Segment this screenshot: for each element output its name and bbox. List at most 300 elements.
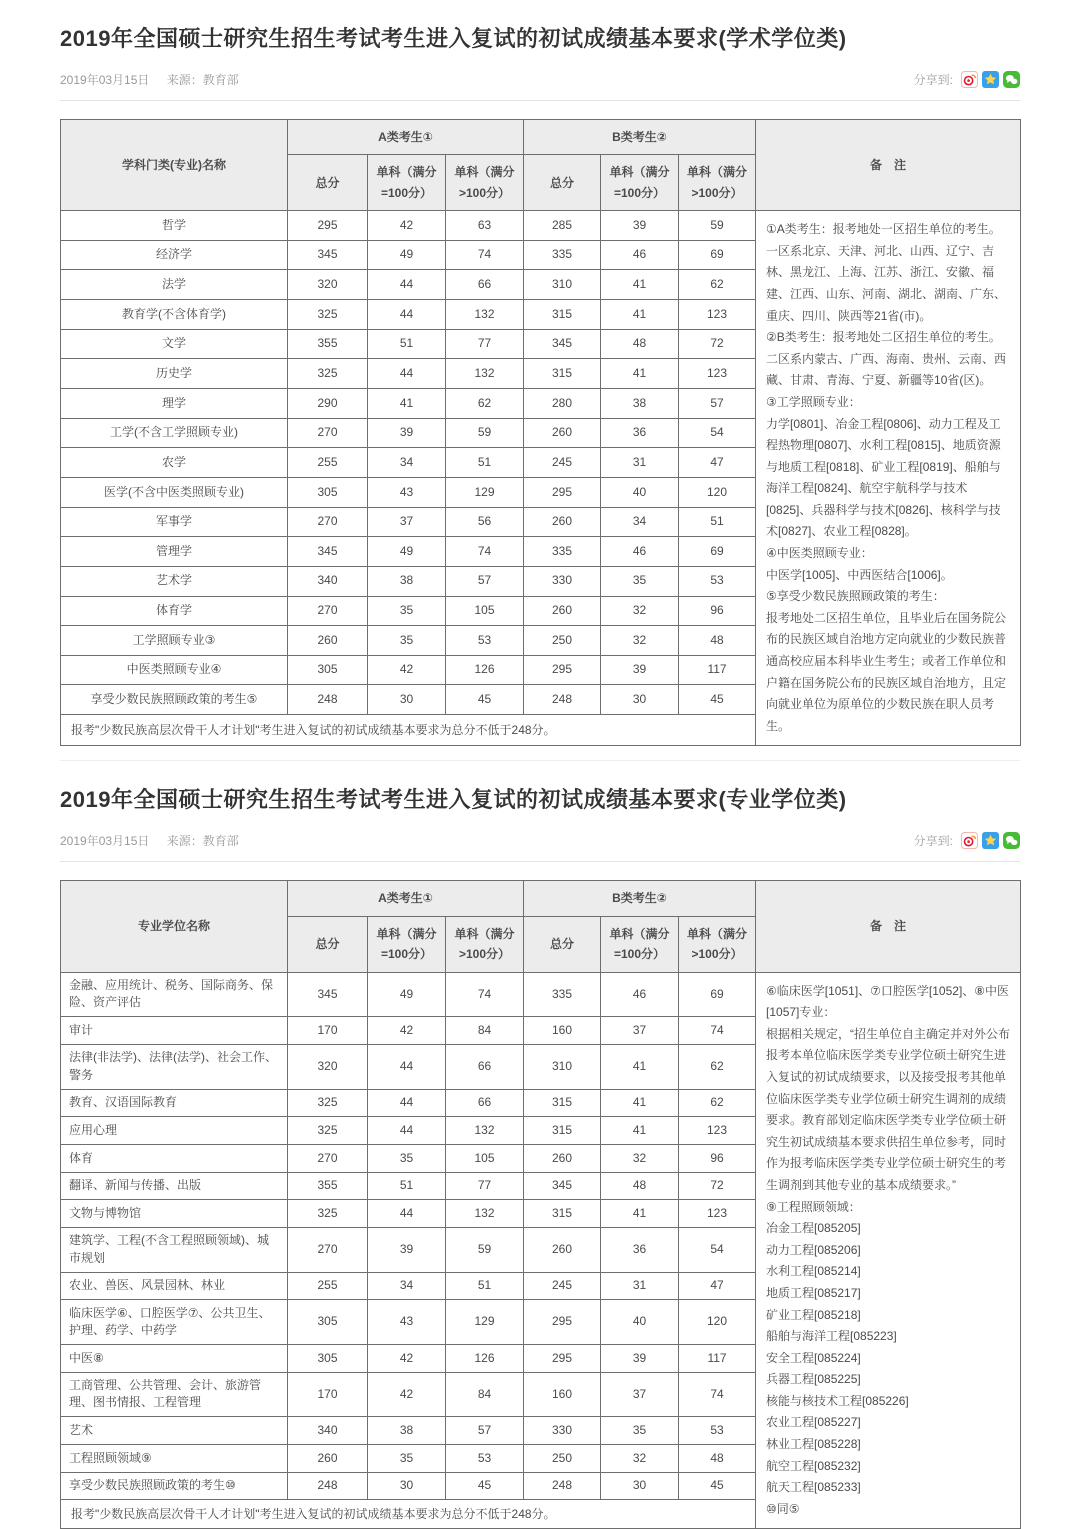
qzone-share-icon[interactable]	[982, 832, 999, 849]
score-cell: 49	[368, 240, 446, 270]
note-paragraph: 二区系内蒙古、广西、海南、贵州、云南、西藏、甘肃、青海、宁夏、新疆等10省(区)。	[766, 351, 1007, 388]
score-cell: 248	[524, 1472, 601, 1500]
score-cell: 255	[288, 1272, 368, 1300]
score-cell: 123	[679, 359, 756, 389]
score-cell: 51	[679, 507, 756, 537]
row-name-cell: 文学	[61, 329, 288, 359]
score-cell: 160	[524, 1017, 601, 1045]
score-cell: 44	[368, 1089, 446, 1117]
score-cell: 47	[679, 448, 756, 478]
row-name-cell: 临床医学⑥、口腔医学⑦、公共卫生、护理、药学、中药学	[61, 1300, 288, 1345]
meta-row-professional	[60, 832, 1020, 862]
score-cell: 35	[601, 1417, 679, 1445]
score-cell: 51	[446, 1272, 524, 1300]
score-cell: 44	[368, 1044, 446, 1089]
score-cell: 62	[679, 1044, 756, 1089]
score-cell: 57	[679, 389, 756, 419]
score-cell: 42	[368, 1372, 446, 1417]
score-cell: 335	[524, 240, 601, 270]
score-cell: 66	[446, 1089, 524, 1117]
score-cell: 48	[679, 626, 756, 656]
score-cell: 46	[601, 240, 679, 270]
score-cell: 270	[288, 507, 368, 537]
note-paragraph: 中医学[1005]、中西医结合[1006]。	[766, 567, 953, 582]
score-cell: 45	[679, 1472, 756, 1500]
score-cell: 132	[446, 300, 524, 330]
score-cell: 69	[679, 537, 756, 567]
section-divider	[60, 760, 1020, 761]
score-cell: 295	[288, 211, 368, 241]
score-cell: 170	[288, 1017, 368, 1045]
score-cell: 41	[601, 270, 679, 300]
sub-header: 总分	[524, 916, 601, 972]
row-name-cell: 工学(不含工学照顾专业)	[61, 418, 288, 448]
score-cell: 84	[446, 1017, 524, 1045]
score-cell: 77	[446, 329, 524, 359]
score-cell: 310	[524, 1044, 601, 1089]
score-cell: 42	[368, 211, 446, 241]
score-cell: 270	[288, 596, 368, 626]
score-cell: 38	[368, 1417, 446, 1445]
page-title-professional: 2019年全国硕士研究生招生考试考生进入复试的初试成绩基本要求(专业学位类)	[60, 787, 847, 813]
score-cell: 59	[446, 418, 524, 448]
score-cell: 310	[524, 270, 601, 300]
note-paragraph: 报考地处二区招生单位，且毕业后在国务院公布的民族区域自治地方定向就业的少数民族普通高校应届本科毕业生考生；或者工作单位和户籍在国务院公布的民族区域自治地方，且定向就业单位为原单位的少数民族在职人员考生。	[766, 610, 1007, 733]
note-paragraph: ③工学照顾专业：	[766, 394, 861, 409]
score-cell: 315	[524, 1089, 601, 1117]
score-cell: 40	[601, 477, 679, 507]
score-cell: 62	[679, 1089, 756, 1117]
score-cell: 315	[524, 1200, 601, 1228]
score-cell: 330	[524, 566, 601, 596]
score-cell: 53	[446, 1444, 524, 1472]
score-cell: 320	[288, 1044, 368, 1089]
score-cell: 129	[446, 477, 524, 507]
score-cell: 62	[446, 389, 524, 419]
sub-header: 单科（满分>100分）	[446, 916, 524, 972]
note-paragraph: 矿业工程[085218]	[766, 1307, 861, 1322]
note-paragraph: 地质工程[085217]	[766, 1285, 861, 1300]
score-cell: 41	[601, 1200, 679, 1228]
score-cell: 123	[679, 1117, 756, 1145]
score-cell: 340	[288, 1417, 368, 1445]
score-cell: 77	[446, 1172, 524, 1200]
score-cell: 59	[679, 211, 756, 241]
score-cell: 30	[601, 1472, 679, 1500]
score-cell: 345	[524, 329, 601, 359]
row-name-cell: 法学	[61, 270, 288, 300]
score-cell: 245	[524, 448, 601, 478]
score-cell: 248	[288, 1472, 368, 1500]
score-cell: 132	[446, 359, 524, 389]
share-label: 分享到:	[913, 834, 953, 849]
score-cell: 51	[368, 329, 446, 359]
sub-header: 总分	[288, 916, 368, 972]
score-cell: 105	[446, 596, 524, 626]
score-cell: 160	[524, 1372, 601, 1417]
note-paragraph: 水利工程[085214]	[766, 1264, 861, 1279]
qzone-share-icon[interactable]	[982, 71, 999, 88]
score-cell: 39	[601, 211, 679, 241]
score-table-academic	[60, 119, 1020, 746]
score-cell: 345	[288, 537, 368, 567]
score-cell: 57	[446, 1417, 524, 1445]
sub-header: 单科（满分>100分）	[679, 155, 756, 211]
row-name-cell: 中医类照顾专业④	[61, 655, 288, 685]
score-cell: 315	[524, 359, 601, 389]
score-cell: 72	[679, 1172, 756, 1200]
score-cell: 45	[679, 685, 756, 715]
score-cell: 35	[368, 596, 446, 626]
row-name-cell: 中医⑧	[61, 1344, 288, 1372]
score-cell: 39	[368, 418, 446, 448]
score-cell: 305	[288, 655, 368, 685]
note-paragraph: 根据相关规定，“招生单位自主确定并对外公布报考本单位临床医学类专业学位硕士研究生进入复试的初试成绩要求，以及接受报考其他单位临床医学类专业学位硕士研究生调剂的成绩要求。教育部划定临床医学类专业学位硕士研究生初试成绩基本要求供招生单位参考，同时作为报考临床医学类专业学位硕士研究生的考生调剂到其他专业的基本成绩要求。”	[766, 1026, 1011, 1192]
row-name-cell: 建筑学、工程(不含工程照顾领域)、城市规划	[61, 1227, 288, 1272]
row-name-cell: 教育、汉语国际教育	[61, 1089, 288, 1117]
score-cell: 96	[679, 1144, 756, 1172]
score-cell: 117	[679, 1344, 756, 1372]
note-paragraph: ④中医类照顾专业：	[766, 546, 873, 561]
group-b-header: B类考生②	[524, 120, 756, 155]
score-cell: 250	[524, 626, 601, 656]
score-cell: 44	[368, 300, 446, 330]
score-cell: 69	[679, 972, 756, 1017]
score-cell: 40	[601, 1300, 679, 1345]
note-paragraph: ②B类考生：报考地处二区招生单位的考生。	[766, 330, 1001, 345]
score-cell: 48	[679, 1444, 756, 1472]
score-cell: 345	[288, 240, 368, 270]
score-cell: 31	[601, 448, 679, 478]
score-cell: 117	[679, 655, 756, 685]
score-cell: 51	[446, 448, 524, 478]
sub-header: 单科（满分=100分）	[368, 916, 446, 972]
score-cell: 129	[446, 1300, 524, 1345]
note-paragraph: 核能与核技术工程[085226]	[766, 1393, 909, 1408]
note-paragraph: 航天工程[085233]	[766, 1480, 861, 1495]
score-cell: 66	[446, 270, 524, 300]
score-cell: 53	[446, 626, 524, 656]
score-cell: 32	[601, 1444, 679, 1472]
score-cell: 53	[679, 1417, 756, 1445]
notes-column-header: 备 注	[756, 881, 1021, 972]
score-cell: 41	[601, 1089, 679, 1117]
score-cell: 295	[524, 477, 601, 507]
score-cell: 39	[601, 1344, 679, 1372]
score-cell: 345	[288, 972, 368, 1017]
score-cell: 66	[446, 1044, 524, 1089]
score-cell: 335	[524, 537, 601, 567]
publish-date: 2019年03月15日	[60, 73, 150, 87]
score-cell: 325	[288, 1200, 368, 1228]
score-cell: 43	[368, 477, 446, 507]
note-paragraph: 航空工程[085232]	[766, 1458, 861, 1473]
score-cell: 315	[524, 300, 601, 330]
score-cell: 120	[679, 1300, 756, 1345]
source-label: 来源：教育部	[166, 834, 239, 849]
score-cell: 38	[368, 566, 446, 596]
score-cell: 248	[288, 685, 368, 715]
table-row	[61, 211, 1021, 241]
sub-header: 总分	[288, 155, 368, 211]
weibo-share-icon[interactable]	[961, 71, 978, 88]
score-cell: 69	[679, 240, 756, 270]
score-cell: 340	[288, 566, 368, 596]
score-cell: 32	[601, 1144, 679, 1172]
score-cell: 45	[446, 1472, 524, 1500]
score-cell: 105	[446, 1144, 524, 1172]
wechat-share-icon[interactable]	[1003, 832, 1020, 849]
note-paragraph: 船舶与海洋工程[085223]	[766, 1329, 897, 1344]
score-cell: 96	[679, 596, 756, 626]
score-cell: 54	[679, 418, 756, 448]
score-cell: 355	[288, 1172, 368, 1200]
note-paragraph: ⑥临床医学[1051]、⑦口腔医学[1052]、⑧中医[1057]专业：	[766, 983, 1010, 1020]
score-cell: 49	[368, 537, 446, 567]
score-cell: 32	[601, 626, 679, 656]
score-cell: 295	[524, 1300, 601, 1345]
note-paragraph: 一区系北京、天津、河北、山西、辽宁、吉林、黑龙江、上海、江苏、浙江、安徽、福建、江西、山东、河南、湖北、湖南、广东、重庆、四川、陕西等21省(市)。	[766, 243, 1007, 323]
score-cell: 59	[446, 1227, 524, 1272]
score-cell: 72	[679, 329, 756, 359]
score-cell: 44	[368, 1200, 446, 1228]
row-name-cell: 军事学	[61, 507, 288, 537]
score-cell: 132	[446, 1117, 524, 1145]
source-label: 来源：教育部	[166, 73, 239, 87]
footer-note-cell: 报考"少数民族高层次骨干人才计划"考生进入复试的初试成绩基本要求为总分不低于248分。	[61, 715, 756, 746]
score-cell: 345	[524, 1172, 601, 1200]
score-cell: 44	[368, 270, 446, 300]
score-cell: 126	[446, 655, 524, 685]
score-cell: 41	[601, 1044, 679, 1089]
score-cell: 37	[601, 1017, 679, 1045]
row-name-cell: 理学	[61, 389, 288, 419]
notes-cell	[756, 211, 1021, 746]
score-cell: 45	[446, 685, 524, 715]
score-cell: 62	[679, 270, 756, 300]
weibo-share-icon[interactable]	[961, 832, 978, 849]
row-name-cell: 哲学	[61, 211, 288, 241]
score-cell: 270	[288, 418, 368, 448]
score-cell: 270	[288, 1227, 368, 1272]
score-cell: 39	[601, 655, 679, 685]
score-cell: 285	[524, 211, 601, 241]
name-column-header: 专业学位名称	[61, 881, 288, 972]
note-paragraph: ⑩同⑤	[766, 1501, 800, 1516]
score-cell: 38	[601, 389, 679, 419]
note-paragraph: 动力工程[085206]	[766, 1242, 861, 1257]
row-name-cell: 享受少数民族照顾政策的考生⑤	[61, 685, 288, 715]
score-cell: 37	[368, 507, 446, 537]
row-name-cell: 教育学(不含体育学)	[61, 300, 288, 330]
row-name-cell: 管理学	[61, 537, 288, 567]
row-name-cell: 经济学	[61, 240, 288, 270]
score-cell: 295	[524, 1344, 601, 1372]
score-cell: 44	[368, 359, 446, 389]
note-paragraph: 安全工程[085224]	[766, 1350, 861, 1365]
score-cell: 248	[524, 685, 601, 715]
score-cell: 325	[288, 1117, 368, 1145]
score-cell: 34	[601, 507, 679, 537]
score-cell: 260	[288, 626, 368, 656]
score-cell: 30	[601, 685, 679, 715]
note-paragraph: 林业工程[085228]	[766, 1437, 861, 1452]
wechat-share-icon[interactable]	[1003, 71, 1020, 88]
score-cell: 35	[368, 626, 446, 656]
row-name-cell: 文物与博物馆	[61, 1200, 288, 1228]
sub-header: 单科（满分=100分）	[368, 155, 446, 211]
score-cell: 260	[288, 1444, 368, 1472]
score-cell: 325	[288, 300, 368, 330]
score-cell: 305	[288, 1344, 368, 1372]
score-cell: 36	[601, 418, 679, 448]
note-paragraph: ①A类考生：报考地处一区招生单位的考生。	[766, 222, 1001, 237]
score-cell: 260	[524, 418, 601, 448]
row-name-cell: 翻译、新闻与传播、出版	[61, 1172, 288, 1200]
group-b-header: B类考生②	[524, 881, 756, 916]
score-cell: 325	[288, 359, 368, 389]
table-row	[61, 972, 1021, 1017]
row-name-cell: 医学(不含中医类照顾专业)	[61, 477, 288, 507]
score-cell: 335	[524, 972, 601, 1017]
score-cell: 120	[679, 477, 756, 507]
row-name-cell: 审计	[61, 1017, 288, 1045]
score-cell: 250	[524, 1444, 601, 1472]
score-cell: 41	[601, 359, 679, 389]
score-cell: 132	[446, 1200, 524, 1228]
sub-header: 总分	[524, 155, 601, 211]
score-cell: 34	[368, 1272, 446, 1300]
score-cell: 255	[288, 448, 368, 478]
score-cell: 84	[446, 1372, 524, 1417]
score-cell: 30	[368, 685, 446, 715]
score-cell: 51	[368, 1172, 446, 1200]
score-cell: 74	[446, 537, 524, 567]
score-cell: 63	[446, 211, 524, 241]
score-cell: 260	[524, 596, 601, 626]
score-cell: 74	[679, 1372, 756, 1417]
score-cell: 54	[679, 1227, 756, 1272]
row-name-cell: 艺术学	[61, 566, 288, 596]
score-cell: 35	[601, 566, 679, 596]
score-cell: 355	[288, 329, 368, 359]
score-cell: 42	[368, 1017, 446, 1045]
row-name-cell: 体育学	[61, 596, 288, 626]
score-cell: 74	[446, 972, 524, 1017]
score-cell: 260	[524, 1144, 601, 1172]
row-name-cell: 享受少数民族照顾政策的考生⑩	[61, 1472, 288, 1500]
score-cell: 31	[601, 1272, 679, 1300]
publish-date: 2019年03月15日	[60, 834, 150, 849]
score-cell: 170	[288, 1372, 368, 1417]
score-cell: 320	[288, 270, 368, 300]
score-cell: 74	[446, 240, 524, 270]
name-column-header: 学科门类(专业)名称	[61, 120, 288, 211]
score-cell: 34	[368, 448, 446, 478]
note-paragraph: ⑤享受少数民族照顾政策的考生：	[766, 589, 945, 604]
notes-cell	[756, 972, 1021, 1529]
share-label: 分享到:	[913, 73, 953, 87]
score-table	[60, 119, 1021, 746]
article-page	[0, 22, 1080, 1529]
score-cell: 305	[288, 1300, 368, 1345]
score-cell: 49	[368, 972, 446, 1017]
row-name-cell: 体育	[61, 1144, 288, 1172]
row-name-cell: 历史学	[61, 359, 288, 389]
score-cell: 35	[368, 1144, 446, 1172]
note-paragraph: 冶金工程[085205]	[766, 1221, 861, 1236]
score-cell: 325	[288, 1089, 368, 1117]
row-name-cell: 应用心理	[61, 1117, 288, 1145]
score-cell: 280	[524, 389, 601, 419]
score-cell: 41	[368, 389, 446, 419]
score-cell: 30	[368, 1472, 446, 1500]
score-cell: 260	[524, 507, 601, 537]
score-cell: 270	[288, 1144, 368, 1172]
score-cell: 57	[446, 566, 524, 596]
score-cell: 41	[601, 1117, 679, 1145]
score-cell: 42	[368, 1344, 446, 1372]
score-cell: 48	[601, 1172, 679, 1200]
row-name-cell: 艺术	[61, 1417, 288, 1445]
score-cell: 48	[601, 329, 679, 359]
score-table-professional	[60, 880, 1020, 1529]
sub-header: 单科（满分>100分）	[679, 916, 756, 972]
row-name-cell: 农业、兽医、风景园林、林业	[61, 1272, 288, 1300]
score-cell: 260	[524, 1227, 601, 1272]
section-professional	[60, 783, 1020, 1529]
meta-row-academic	[60, 71, 1020, 101]
score-cell: 46	[601, 972, 679, 1017]
note-paragraph: 农业工程[085227]	[766, 1415, 861, 1430]
note-paragraph: ⑨工程照顾领域：	[766, 1199, 861, 1214]
score-cell: 56	[446, 507, 524, 537]
row-name-cell: 农学	[61, 448, 288, 478]
score-cell: 35	[368, 1444, 446, 1472]
score-cell: 305	[288, 477, 368, 507]
score-cell: 46	[601, 537, 679, 567]
notes-column-header: 备 注	[756, 120, 1021, 211]
score-cell: 330	[524, 1417, 601, 1445]
score-table	[60, 880, 1021, 1529]
score-cell: 37	[601, 1372, 679, 1417]
score-cell: 53	[679, 566, 756, 596]
score-cell: 245	[524, 1272, 601, 1300]
row-name-cell: 工程照顾领域⑨	[61, 1444, 288, 1472]
page-title-academic: 2019年全国硕士研究生招生考试考生进入复试的初试成绩基本要求(学术学位类)	[60, 26, 847, 51]
score-cell: 32	[601, 596, 679, 626]
score-cell: 41	[601, 300, 679, 330]
sub-header: 单科（满分>100分）	[446, 155, 524, 211]
score-cell: 39	[368, 1227, 446, 1272]
score-cell: 44	[368, 1117, 446, 1145]
row-name-cell: 金融、应用统计、税务、国际商务、保险、资产评估	[61, 972, 288, 1017]
score-cell: 74	[679, 1017, 756, 1045]
row-name-cell: 工商管理、公共管理、会计、旅游管理、图书情报、工程管理	[61, 1372, 288, 1417]
row-name-cell: 法律(非法学)、法律(法学)、社会工作、警务	[61, 1044, 288, 1089]
note-paragraph: 力学[0801]、冶金工程[0806]、动力工程及工程热物理[0807]、水利工程[0815]、地质资源与地质工程[0818]、矿业工程[0819]、船舶与海洋工程[0824]、航空宇航科学与技术[0825]、兵器科学与技术[0826]、核科学与技术[0827]、农业工程[0828]。	[766, 416, 1001, 539]
score-cell: 43	[368, 1300, 446, 1345]
note-paragraph: 兵器工程[085225]	[766, 1372, 861, 1387]
section-academic	[60, 22, 1020, 761]
group-a-header: A类考生①	[288, 881, 524, 916]
score-cell: 290	[288, 389, 368, 419]
footer-note-cell: 报考"少数民族高层次骨干人才计划"考生进入复试的初试成绩基本要求为总分不低于248分。	[61, 1500, 756, 1529]
group-a-header: A类考生①	[288, 120, 524, 155]
sub-header: 单科（满分=100分）	[601, 155, 679, 211]
score-cell: 123	[679, 300, 756, 330]
row-name-cell: 工学照顾专业③	[61, 626, 288, 656]
